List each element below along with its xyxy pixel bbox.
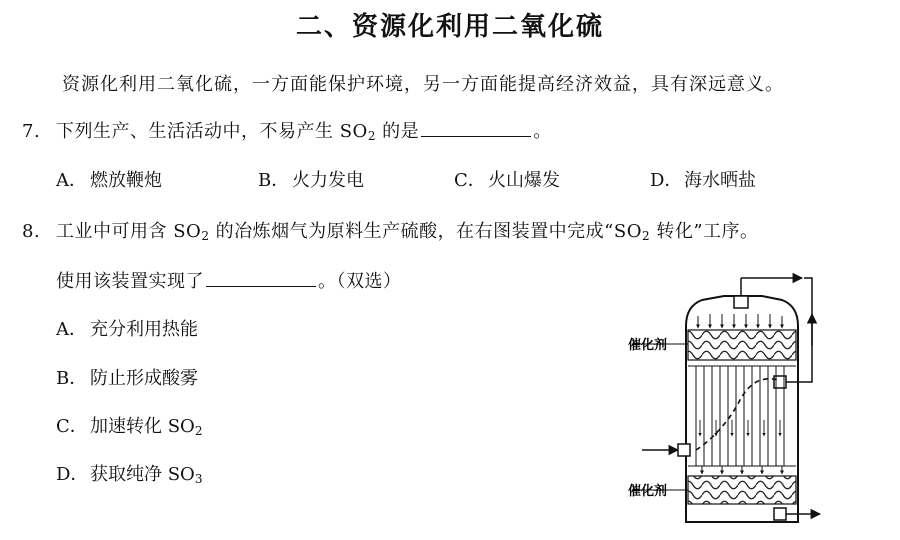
section-title: 二、资源化利用二氧化硫 (295, 12, 604, 42)
lower-flow-arrows (702, 466, 782, 474)
upper-flow-arrows (698, 314, 782, 328)
intro-paragraph: 资源化利用二氧化硫，一方面能保护环境，另一方面能提高经济效益，具有深远意义。 (62, 74, 784, 95)
left-inlet-nozzle (678, 444, 690, 456)
q7-stem-sub: 2 (367, 129, 376, 143)
bottom-outlet-nozzle (774, 508, 786, 520)
q7-stem-end: 。 (533, 121, 552, 142)
dashed-gas-path (696, 379, 778, 450)
q7-answer-blank[interactable] (421, 118, 531, 137)
top-outlet-nozzle (734, 296, 748, 308)
q8-option-c[interactable]: C． 加速转化 $SO_2$ (56, 416, 203, 438)
q8-option-b[interactable]: B． 防止形成酸雾 (56, 368, 198, 389)
q7-option-c[interactable]: C． 火山爆发 (454, 170, 560, 191)
q7-option-d[interactable]: D．海水晒盐 (650, 170, 756, 191)
upper-catalyst-bed (688, 330, 796, 360)
q7-stem-after: 的是 (375, 121, 420, 142)
q7-option-b[interactable]: B． 火力发电 (258, 170, 364, 191)
catalyst-label-top: 催化剂 (628, 338, 668, 353)
recirculation-line (800, 278, 812, 382)
q8-option-a[interactable]: A． 充分利用热能 (56, 319, 198, 340)
catalyst-label-bottom: 催化剂 (628, 484, 668, 499)
question-7-number: 7. (22, 121, 41, 142)
q7-stem-before: 下列生产、生活活动中，不易产生 SO (56, 121, 368, 142)
q7-option-a[interactable]: A． 燃放鞭炮 (56, 170, 162, 191)
q8-answer-blank[interactable] (206, 268, 316, 287)
question-8-number: 8. (22, 221, 41, 242)
lower-catalyst-bed (688, 476, 796, 504)
question-7-stem (22, 117, 552, 143)
so2-converter-diagram (612, 270, 852, 532)
question-8-stem-line2: 使用该装置实现了 。（双选） (56, 267, 402, 293)
question-8-stem-line1: 8. 工业中可用含 $SO_2$ 的冶炼烟气为原料生产硫酸，在右图装置中完成“$SO_2$ 转化”工序。 (22, 221, 759, 243)
q8-option-d[interactable]: D．获取纯净 $SO_3$ (56, 464, 203, 486)
